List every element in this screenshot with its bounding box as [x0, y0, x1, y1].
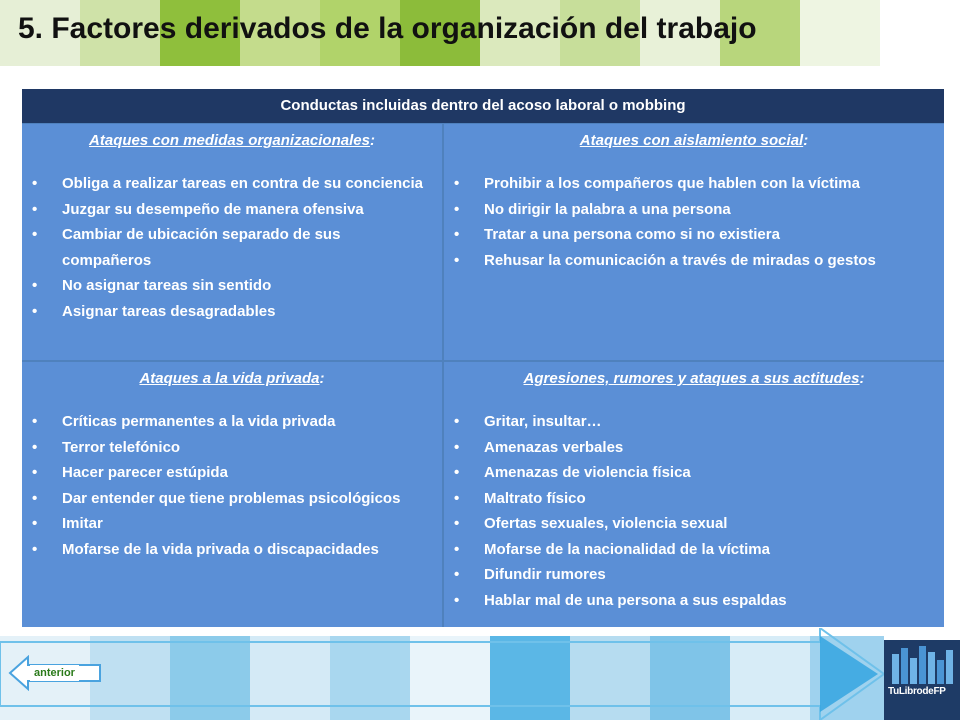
logo-text: TuLibrodeFP	[888, 686, 946, 697]
list-item: • Obliga a realizar tareas en contra de su conciencia	[32, 171, 432, 197]
list-item: • Rehusar la comunicación a través de miradas o gestos	[454, 248, 934, 274]
list-item: • Mofarse de la nacionalidad de la víctima	[454, 537, 934, 563]
cell-title: Ataques con medidas organizacionales	[89, 132, 370, 149]
bullet-list	[454, 171, 934, 273]
tulibrodefp-logo	[884, 640, 960, 720]
table-header: Conductas incluidas dentro del acoso laboral o mobbing	[22, 89, 944, 123]
page-title: 5. Factores derivados de la organización del trabajo	[18, 12, 757, 45]
list-item: • Terror telefónico	[32, 435, 432, 461]
list-item: • Mofarse de la vida privada o discapacidades	[32, 537, 432, 563]
list-item: • Dar entender que tiene problemas psicológicos	[32, 486, 432, 512]
list-item: • Maltrato físico	[454, 486, 934, 512]
list-item: • Ofertas sexuales, violencia sexual	[454, 511, 934, 537]
list-item: • Juzgar su desempeño de manera ofensiva	[32, 197, 432, 223]
list-item: • Imitar	[32, 511, 432, 537]
books-logo-icon	[884, 640, 960, 686]
list-item: • Gritar, insultar…	[454, 409, 934, 435]
cell-title: Ataques con aislamiento social	[579, 132, 804, 149]
list-item: • Amenazas de violencia física	[454, 460, 934, 486]
list-item: • Asignar tareas desagradables	[32, 299, 432, 325]
bullet-list	[32, 409, 432, 562]
cell-aggressions-rumors: Agresiones, rumores y ataques a sus actitudes: • Gritar, insultar… • Amenazas verbales • Amenazas de violencia física • Maltrato físico • Ofertas sexuales, violencia sexual • Mofarse de la nacionalidad de la víctima • Difundir rumores • Hablar mal de una persona a sus espaldas	[444, 362, 944, 627]
previous-label[interactable]: anterior	[30, 665, 79, 681]
cell-private-life-attacks: Ataques a la vida privada: • Críticas permanentes a la vida privada • Terror telefónico • Hacer parecer estúpida • Dar entender que tiene problemas psicológicos • Imitar • Mofarse de la vida privada o discapacidades	[22, 362, 442, 627]
cell-social-isolation: Ataques con aislamiento social: • Prohibir a los compañeros que hablen con la víctima • No dirigir la palabra a una persona • Tratar a una persona como si no existiera • Rehusar la comunicación a través de miradas o gestos	[444, 124, 944, 360]
list-item: • Cambiar de ubicación separado de sus compañeros	[32, 222, 432, 273]
list-item: • Amenazas verbales	[454, 435, 934, 461]
cell-title: Agresiones, rumores y ataques a sus actitudes	[523, 370, 860, 387]
list-item: • Difundir rumores	[454, 562, 934, 588]
list-item: • No dirigir la palabra a una persona	[454, 197, 934, 223]
list-item: • Tratar a una persona como si no existiera	[454, 222, 934, 248]
big-arrow-graphic	[0, 628, 884, 720]
list-item: • Hacer parecer estúpida	[32, 460, 432, 486]
cell-title: Ataques a la vida privada	[139, 370, 320, 387]
cell-organizational-attacks: Ataques con medidas organizacionales: • Obliga a realizar tareas en contra de su conciencia • Juzgar su desempeño de manera ofensiva • Cambiar de ubicación separado de sus compañeros • No asignar tareas sin sentido • Asignar tareas desagradables	[22, 124, 442, 360]
bullet-list	[32, 171, 432, 324]
mobbing-table	[22, 89, 944, 627]
bullet-list	[454, 409, 934, 613]
list-item: • Prohibir a los compañeros que hablen con la víctima	[454, 171, 934, 197]
list-item: • Críticas permanentes a la vida privada	[32, 409, 432, 435]
list-item: • No asignar tareas sin sentido	[32, 273, 432, 299]
list-item: • Hablar mal de una persona a sus espaldas	[454, 588, 934, 614]
